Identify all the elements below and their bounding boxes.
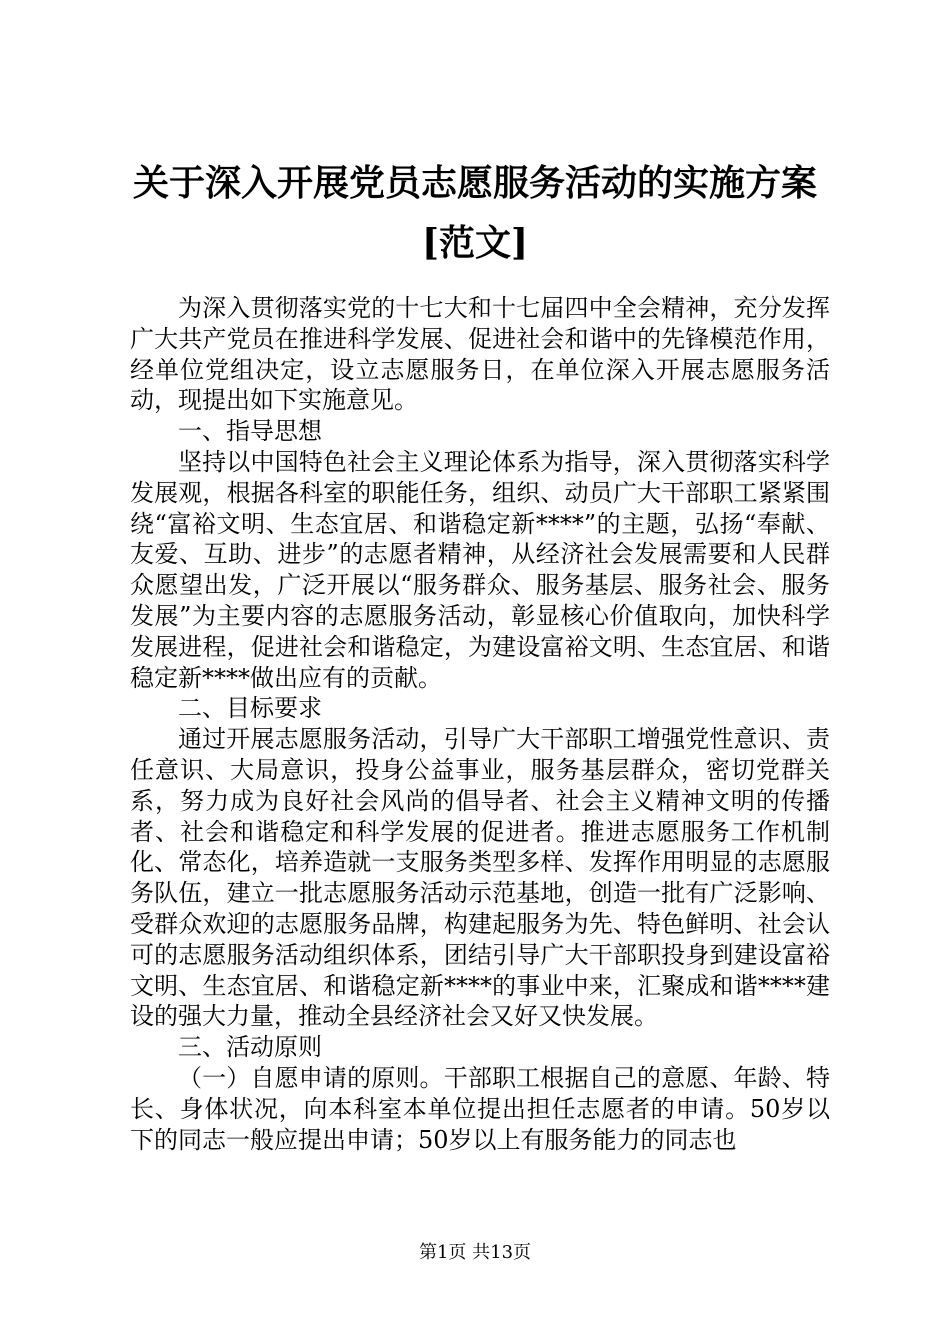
document-title-line1: 关于深入开展党员志愿服务活动的实施方案: [132, 162, 817, 204]
document-title-line2: [范文]: [421, 222, 529, 264]
goals-paragraph: 通过开展志愿服务活动，引导广大干部职工增强党性意识、责任意识、大局意识，投身公益事业，服务基层群众，密切党群关系，努力成为良好社会风尚的倡导者、社会主义精神文明的传播者、社会和谐稳定和科学发展的促进者。推进志愿服务工作机制化、常态化，培养造就一支服务类型多样、发挥作用明显的志愿服务队伍，建立一批志愿服务活动示范基地，创造一批有广泛影响、受群众欢迎的志愿服务品牌，构建起服务为先、特色鲜明、社会认可的志愿服务活动组织体系，团结引导广大干部职投身到建设富裕文明、生态宜居、和谐稳定新****的事业中来，汇聚成和谐****建设的强大力量，推动全县经济社会又好又快发展。: [130, 725, 830, 1031]
section-heading-principles: 三、活动原则: [178, 1033, 322, 1062]
guiding-thought-paragraph: 坚持以中国特色社会主义理论体系为指导，深入贯彻落实科学发展观，根据各科室的职能任务，组织、动员广大干部职工紧紧围绕“富裕文明、生态宜居、和谐稳定新****”的主题，弘扬“奉献、友爱、互助、进步”的志愿者精神，从经济社会发展需要和人民群众愿望出发，广泛开展以“服务群众、服务基层、服务社会、服务发展”为主要内容的志愿服务活动，彰显核心价值取向，加快科学发展进程，促进社会和谐稳定，为建设富裕文明、生态宜居、和谐稳定新****做出应有的贡献。: [130, 447, 830, 692]
section-heading-goals: 二、目标要求: [178, 694, 322, 723]
intro-paragraph: 为深入贯彻落实党的十七大和十七届四中全会精神，充分发挥广大共产党员在推进科学发展、促进社会和谐中的先锋模范作用，经单位党组决定，设立志愿服务日，在单位深入开展志愿服务活动，现提出如下实施意见。: [130, 294, 830, 415]
principle-paragraph: （一）自愿申请的原则。干部职工根据自己的意愿、年龄、特长、身体状况，向本科室本单位提出担任志愿者的申请。50岁以下的同志一般应提出申请；50岁以上有服务能力的同志也: [130, 1063, 830, 1154]
section-heading-guiding-thought: 一、指导思想: [178, 417, 322, 446]
page-footer: 第1页 共13页: [418, 1242, 532, 1263]
document-body: [130, 293, 830, 1155]
